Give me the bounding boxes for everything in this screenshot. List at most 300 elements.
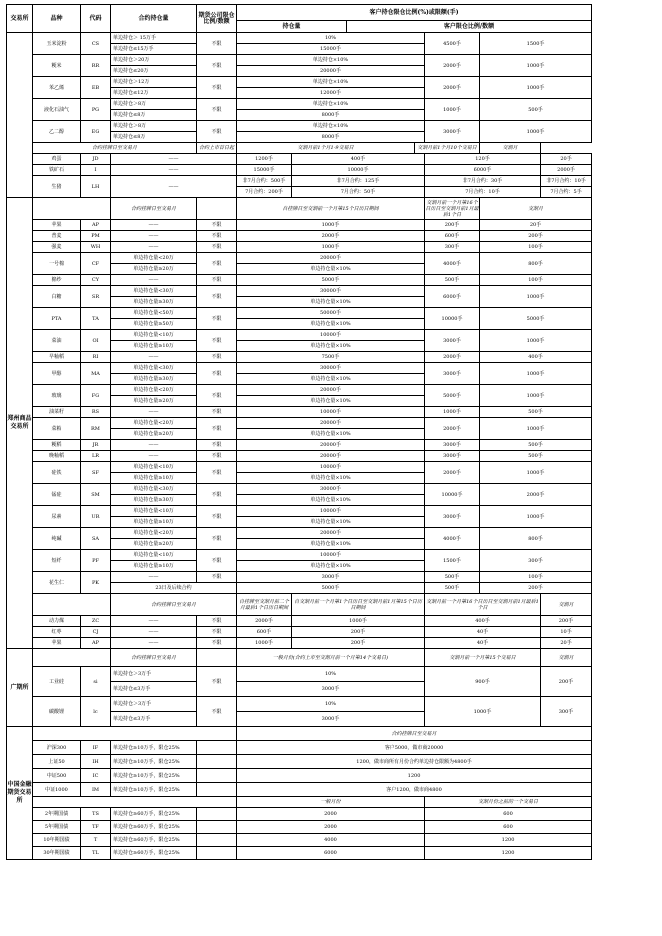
position-condition: 单边持仓量≥20万	[111, 264, 197, 275]
position-limit: 10000手	[237, 506, 425, 517]
position-condition: 单边持仓≥60万手，限仓25%	[111, 847, 197, 860]
limit-value: 非7月合约：10手	[541, 176, 592, 187]
position-condition: ——	[111, 220, 197, 231]
product-name: 甲醇	[33, 363, 81, 385]
product-code: CS	[81, 33, 111, 55]
position-limit-sheet	[6, 4, 591, 860]
period-header: 交割月前1个月10个交易日	[415, 143, 480, 154]
delivery-month-limit: 1000手	[480, 55, 592, 77]
prev-month-limit: 3000手	[425, 330, 480, 352]
broker-limit: 不限	[197, 418, 237, 440]
broker-limit: 不限	[197, 286, 237, 308]
delivery-month-limit: 100手	[480, 572, 592, 583]
product-name: 沪深300	[33, 741, 81, 755]
position-condition: 单边持仓量<50万	[111, 308, 197, 319]
position-limit: 20000手	[237, 418, 425, 429]
position-condition: 单边持仓量<10万	[111, 506, 197, 517]
delivery-month-limit: 1000手	[480, 418, 592, 440]
broker-limit: 不限	[197, 99, 237, 121]
prev-month-limit: 500手	[425, 583, 480, 594]
product-code: IF	[81, 741, 111, 755]
position-limit: 7500手	[237, 352, 425, 363]
position-condition: 单边持仓量≥20万	[111, 396, 197, 407]
position-ratio: 单边持仓量×10%	[237, 297, 425, 308]
header-client-ratio: 客户持仓限仓比例(%)或限额(手)	[237, 5, 592, 21]
position-condition: 单边持仓＞3万手	[111, 667, 197, 682]
broker-limit: 不限	[197, 627, 237, 638]
position-condition: 单边持仓量≥10万	[111, 341, 197, 352]
position-condition: 单边持仓≥10万手，限仓25%	[111, 755, 197, 769]
position-condition: 单边持仓≤12万	[111, 88, 197, 99]
product-code: ZC	[81, 616, 111, 627]
pre-delivery-limit: 600	[425, 821, 592, 834]
position-condition: 单边持仓＞ 15万手	[111, 33, 197, 44]
product-code: EG	[81, 121, 111, 143]
limit-value: 7月合约：50手	[292, 187, 425, 198]
position-ratio: 单边持仓量×10%	[237, 517, 425, 528]
delivery-month-limit: 1000手	[480, 121, 592, 143]
header-broker-ratio: 期货公司限仓比例/数额	[197, 5, 237, 33]
prev-month-limit: 600手	[425, 231, 480, 242]
prev-month-limit: 200手	[425, 220, 480, 231]
position-ratio: 单边持仓量×10%	[237, 264, 425, 275]
limit-value: 6000手	[425, 165, 541, 176]
period-header: 交割月前一个月第16个日历日至交割月前1月最后1个日	[425, 594, 541, 616]
product-name: 普麦	[33, 231, 81, 242]
product-code: SF	[81, 462, 111, 484]
position-ratio: 单边持仓量×10%	[237, 319, 425, 330]
delivery-month-limit: 1000手	[480, 330, 592, 352]
position-limit: 8000手	[237, 132, 425, 143]
position-ratio: 单边持仓量×10%	[237, 396, 425, 407]
prev-month-limit: 2000手	[425, 77, 480, 99]
broker-limit: 不限	[197, 231, 237, 242]
product-code: PG	[81, 99, 111, 121]
product-name: PTA	[33, 308, 81, 330]
position-condition: ——	[111, 638, 197, 649]
product-name: 苹果	[33, 638, 81, 649]
position-limit: 3000手	[237, 712, 425, 727]
prev-month-limit: 900手	[425, 667, 541, 697]
broker-limit: 不限	[197, 484, 237, 506]
limit-value: 40手	[425, 627, 541, 638]
limit-value: 200手	[292, 627, 425, 638]
position-limit: 客户5000，做市商20000	[237, 741, 592, 755]
broker-limit: 不限	[197, 121, 237, 143]
position-limit: 30000手	[237, 286, 425, 297]
product-name: 中证500	[33, 769, 81, 783]
header-position: 持仓量	[237, 21, 347, 33]
limit-value: 40手	[425, 638, 541, 649]
position-ratio: 单边持仓量×10%	[237, 539, 425, 550]
header-client-limit: 客户限仓比例/数额	[347, 21, 592, 33]
product-code: LR	[81, 451, 111, 462]
period-header: 合约挂牌日至交易月	[33, 143, 197, 154]
position-condition: ——	[111, 242, 197, 253]
limit-value: 1200手	[237, 154, 292, 165]
position-ratio: 单边持仓×10%	[237, 55, 425, 66]
prev-month-limit: 4000手	[425, 528, 480, 550]
broker-limit: 不限	[197, 253, 237, 275]
broker-limit: 不限	[197, 77, 237, 99]
period-header: 交割月	[541, 594, 592, 616]
position-condition: 单边持仓＞8万	[111, 121, 197, 132]
broker-limit: 不限	[197, 616, 237, 627]
prev-month-limit: 2000手	[425, 352, 480, 363]
prev-month-limit: 1000手	[425, 697, 541, 727]
contract-position: ——	[111, 154, 237, 165]
position-condition: 单边持仓量≥30万	[111, 297, 197, 308]
position-condition: ——	[111, 407, 197, 418]
limit-value: 2000手	[237, 616, 292, 627]
position-condition: 单边持仓≤3万手	[111, 712, 197, 727]
blank-cell	[197, 847, 237, 860]
position-limit: 20000手	[237, 253, 425, 264]
position-limit: 客户1200，做市商4800	[237, 783, 592, 797]
position-condition: 单边持仓量<20万	[111, 418, 197, 429]
product-code: JR	[81, 440, 111, 451]
position-ratio: 单边持仓量×10%	[237, 495, 425, 506]
broker-limit: 不限	[197, 242, 237, 253]
product-code: AP	[81, 638, 111, 649]
position-condition: 单边持仓≥10万手，限仓25%	[111, 769, 197, 783]
limit-value: 1000手	[237, 638, 292, 649]
exchange-label-zce: 郑州商品交易所	[7, 198, 33, 649]
period-header: 自挂牌日至交割前一个月第15个日历日期间	[237, 198, 425, 220]
position-condition: 23日及后续合约	[111, 583, 237, 594]
position-condition: 单边持仓量≥10万	[111, 561, 197, 572]
position-ratio: 10%	[237, 33, 425, 44]
delivery-month-limit: 1000手	[480, 363, 592, 385]
product-name: 生猪	[33, 176, 81, 198]
prev-month-limit: 5000手	[425, 385, 480, 407]
prev-month-limit: 3000手	[425, 506, 480, 528]
blank-cell	[33, 649, 111, 667]
limit-value: 120手	[425, 154, 541, 165]
broker-limit: 不限	[197, 407, 237, 418]
contract-position: ——	[111, 176, 237, 198]
limit-value: 7月合约：200手	[237, 187, 292, 198]
broker-limit: 不限	[197, 667, 237, 697]
prev-month-limit: 300手	[425, 242, 480, 253]
position-condition: 单边持仓＞3万手	[111, 697, 197, 712]
product-code: SA	[81, 528, 111, 550]
pre-delivery-limit: 600	[425, 808, 592, 821]
product-name: 粳稻	[33, 440, 81, 451]
product-code: RI	[81, 352, 111, 363]
product-name: 强麦	[33, 242, 81, 253]
delivery-month-limit: 200手	[480, 231, 592, 242]
product-name: 硅铁	[33, 462, 81, 484]
product-name: 一号棉	[33, 253, 81, 275]
period-header: 合约挂牌日至交易月	[111, 198, 197, 220]
product-code: PM	[81, 231, 111, 242]
position-ratio: 单边持仓量×10%	[237, 561, 425, 572]
position-limit: 10000手	[237, 550, 425, 561]
position-ratio: 单边持仓量×10%	[237, 374, 425, 385]
position-ratio: 单边持仓量×10%	[237, 473, 425, 484]
limit-value: 20手	[541, 638, 592, 649]
general-month-limit: 4000	[237, 834, 425, 847]
broker-limit: 不限	[197, 440, 237, 451]
delivery-month-limit: 2000手	[480, 484, 592, 506]
prev-month-limit: 1500手	[425, 550, 480, 572]
limit-value: 400手	[292, 154, 425, 165]
period-header: 交割月份之前的一个交易日	[425, 797, 592, 808]
position-limit: 1200	[237, 769, 592, 783]
delivery-month-limit: 500手	[480, 451, 592, 462]
position-ratio: 10%	[237, 697, 425, 712]
product-code: MA	[81, 363, 111, 385]
position-ratio: 单边持仓×10%	[237, 77, 425, 88]
product-name: 玉米淀粉	[33, 33, 81, 55]
product-name: 5年期国债	[33, 821, 81, 834]
broker-limit: 不限	[197, 462, 237, 484]
product-code: SM	[81, 484, 111, 506]
position-limit: 1200，做市商所有月份合约单边持仓限额为4800手	[237, 755, 592, 769]
position-condition: 单边持仓量<10万	[111, 330, 197, 341]
position-condition: 单边持仓量≥20万	[111, 429, 197, 440]
pre-delivery-limit: 1200	[425, 834, 592, 847]
limit-value: 7月合约：10手	[425, 187, 541, 198]
blank-cell	[33, 594, 111, 616]
delivery-month-limit: 500手	[480, 99, 592, 121]
product-code: T	[81, 834, 111, 847]
period-header: 交割月	[480, 143, 541, 154]
limit-value: 非7月合约：500手	[237, 176, 292, 187]
position-limit: 15000手	[237, 44, 425, 55]
blank-cell	[197, 198, 237, 220]
position-condition: ——	[111, 616, 197, 627]
limit-value: 20手	[541, 154, 592, 165]
period-header: 合约挂牌日至交易月	[111, 649, 197, 667]
blank-cell	[197, 649, 237, 667]
delivery-month-limit: 1000手	[480, 385, 592, 407]
period-header: 一般月份	[237, 797, 425, 808]
period-header: 交割月	[541, 649, 592, 667]
position-condition: ——	[111, 231, 197, 242]
product-name: 工业硅	[33, 667, 81, 697]
product-name: 上证50	[33, 755, 81, 769]
period-header: 交割月前一个月第16个日历日至交割月前1月最后1个日	[425, 199, 479, 218]
product-code: EB	[81, 77, 111, 99]
period-header: 合约上市首日起	[197, 143, 237, 154]
delivery-month-limit: 300手	[480, 550, 592, 572]
delivery-month-limit: 100手	[480, 275, 592, 286]
product-name: 中证1000	[33, 783, 81, 797]
product-code: I	[81, 165, 111, 176]
position-condition: 单边持仓量≥10万	[111, 473, 197, 484]
pre-delivery-limit: 1200	[425, 847, 592, 860]
product-name: 棉纱	[33, 275, 81, 286]
product-name: 乙二醇	[33, 121, 81, 143]
product-code: IC	[81, 769, 111, 783]
position-limit: 10000手	[237, 330, 425, 341]
position-condition: 单边持仓＞20万	[111, 55, 197, 66]
position-limit: 3000手	[237, 682, 425, 697]
position-condition: 单边持仓量<10万	[111, 462, 197, 473]
prev-month-limit: 2000手	[425, 462, 480, 484]
product-name: 菜油	[33, 330, 81, 352]
position-condition: 单边持仓≤15万手	[111, 44, 197, 55]
broker-limit: 不限	[197, 506, 237, 528]
general-month-limit: 2000	[237, 808, 425, 821]
header-contract-position: 合约持仓量	[111, 5, 197, 33]
period-header: 交割月前一个月第15个交易日	[425, 649, 541, 667]
position-condition: 单边持仓量≥30万	[111, 495, 197, 506]
prev-month-limit: 10000手	[425, 308, 480, 330]
prev-month-limit: 4000手	[425, 253, 480, 275]
product-name: 锰硅	[33, 484, 81, 506]
prev-month-limit: 500手	[425, 572, 480, 583]
product-name: 铁矿石	[33, 165, 81, 176]
broker-limit: 不限	[197, 275, 237, 286]
position-limit: 50000手	[237, 308, 425, 319]
blank-cell	[197, 755, 237, 769]
product-name: 白糖	[33, 286, 81, 308]
exchange-label-dce	[7, 33, 33, 198]
product-code: RS	[81, 407, 111, 418]
position-ratio: 单边持仓量×10%	[237, 341, 425, 352]
product-code: CY	[81, 275, 111, 286]
period-header: 自挂牌至交割月前二个月最后1个日历日期间	[237, 594, 292, 616]
position-condition: ——	[111, 451, 197, 462]
period-header: 交割月前1个月1-9交易日	[237, 143, 415, 154]
prev-month-limit: 3000手	[425, 363, 480, 385]
position-limit: 10000手	[237, 407, 425, 418]
product-name: 碳酸锂	[33, 697, 81, 727]
delivery-month-limit: 1000手	[480, 506, 592, 528]
position-limit: 5000手	[237, 583, 425, 594]
position-condition: 单边持仓量<20万	[111, 528, 197, 539]
delivery-month-limit: 500手	[480, 407, 592, 418]
product-code: RM	[81, 418, 111, 440]
product-code: CF	[81, 253, 111, 275]
delivery-month-limit: 200手	[480, 583, 592, 594]
limit-value: 1000手	[292, 616, 425, 627]
limit-value: 7月合约：5手	[541, 187, 592, 198]
product-code: si	[81, 667, 111, 697]
position-limit: 10000手	[237, 462, 425, 473]
blank-cell	[197, 808, 237, 821]
product-name: 粳米	[33, 55, 81, 77]
broker-limit: 不限	[197, 55, 237, 77]
position-limit: 5000手	[237, 275, 425, 286]
position-limit: 1000手	[237, 242, 425, 253]
position-limit: 8000手	[237, 110, 425, 121]
header-exchange: 交易所	[7, 5, 33, 33]
delivery-month-limit: 1000手	[480, 77, 592, 99]
position-condition: 单边持仓≥60万手，限仓25%	[111, 821, 197, 834]
delivery-month-limit: 1000手	[480, 286, 592, 308]
product-name: 液化石油气	[33, 99, 81, 121]
position-ratio: 单边持仓量×10%	[237, 429, 425, 440]
position-condition: 单边持仓量<20万	[111, 385, 197, 396]
broker-limit: 不限	[197, 638, 237, 649]
delivery-month-limit: 200手	[541, 667, 592, 697]
delivery-month-limit: 400手	[480, 352, 592, 363]
prev-month-limit: 3000手	[425, 440, 480, 451]
broker-limit: 不限	[197, 352, 237, 363]
position-condition: ——	[111, 275, 197, 286]
position-condition: 单边持仓量≥50万	[111, 319, 197, 330]
header-product: 品种	[33, 5, 81, 33]
position-limit: 20000手	[237, 66, 425, 77]
product-code: SR	[81, 286, 111, 308]
broker-limit: 不限	[197, 697, 237, 727]
limit-value: 10手	[541, 627, 592, 638]
position-limit-table	[6, 4, 592, 860]
product-code: TA	[81, 308, 111, 330]
position-limit: 20000手	[237, 385, 425, 396]
product-code: IH	[81, 755, 111, 769]
position-condition: 单边持仓量<30万	[111, 286, 197, 297]
limit-value: 非7月合约：30手	[425, 176, 541, 187]
product-name: 纯碱	[33, 528, 81, 550]
blank-cell	[197, 769, 237, 783]
position-condition: 单边持仓≥10万手，限仓25%	[111, 783, 197, 797]
broker-limit: 不限	[197, 528, 237, 550]
product-name: 短纤	[33, 550, 81, 572]
position-condition: 单边持仓量<30万	[111, 363, 197, 374]
broker-limit: 不限	[197, 33, 237, 55]
position-condition: 单边持仓≥60万手，限仓25%	[111, 808, 197, 821]
prev-month-limit: 1000手	[425, 407, 480, 418]
delivery-month-limit: 20手	[480, 220, 592, 231]
header-code: 代码	[81, 5, 111, 33]
product-code: UR	[81, 506, 111, 528]
position-condition: 单边持仓量<10万	[111, 550, 197, 561]
prev-month-limit: 3000手	[425, 121, 480, 143]
limit-value: 200手	[541, 616, 592, 627]
product-code: IM	[81, 783, 111, 797]
position-limit: 20000手	[237, 528, 425, 539]
position-condition: 单边持仓＞8万	[111, 99, 197, 110]
prev-month-limit: 6000手	[425, 286, 480, 308]
limit-value: 200手	[292, 638, 425, 649]
limit-value: 600手	[237, 627, 292, 638]
position-condition: 单边持仓量<30万	[111, 484, 197, 495]
position-condition: 单边持仓≥10万手，限仓25%	[111, 741, 197, 755]
position-limit: 20000手	[237, 440, 425, 451]
limit-value: 10000手	[292, 165, 425, 176]
limit-value: 非7月合约：125手	[292, 176, 425, 187]
position-condition: 单边持仓＞12万	[111, 77, 197, 88]
position-limit: 12000手	[237, 88, 425, 99]
broker-limit: 不限	[197, 220, 237, 231]
broker-limit: 不限	[197, 451, 237, 462]
prev-month-limit: 3000手	[425, 451, 480, 462]
general-month-limit: 2000	[237, 821, 425, 834]
prev-month-limit: 2000手	[425, 418, 480, 440]
product-code: LH	[81, 176, 111, 198]
position-condition: 单边持仓量≥30万	[111, 374, 197, 385]
broker-limit: 不限	[197, 363, 237, 385]
blank-cell	[197, 834, 237, 847]
position-ratio: 单边持仓×10%	[237, 99, 425, 110]
position-condition: ——	[111, 440, 197, 451]
broker-limit: 不限	[197, 550, 237, 572]
period-header: 交割月	[480, 198, 592, 220]
period-header: 自交割月前一个月第1个日历日至交割月前1月第15个日历日期间	[292, 594, 425, 616]
product-code: AP	[81, 220, 111, 231]
prev-month-limit: 500手	[425, 275, 480, 286]
contract-position: ——	[111, 165, 237, 176]
exchange-label-shfe: 广期所	[7, 649, 33, 727]
broker-limit: 不限	[197, 385, 237, 407]
product-code: TS	[81, 808, 111, 821]
product-name: 动力煤	[33, 616, 81, 627]
